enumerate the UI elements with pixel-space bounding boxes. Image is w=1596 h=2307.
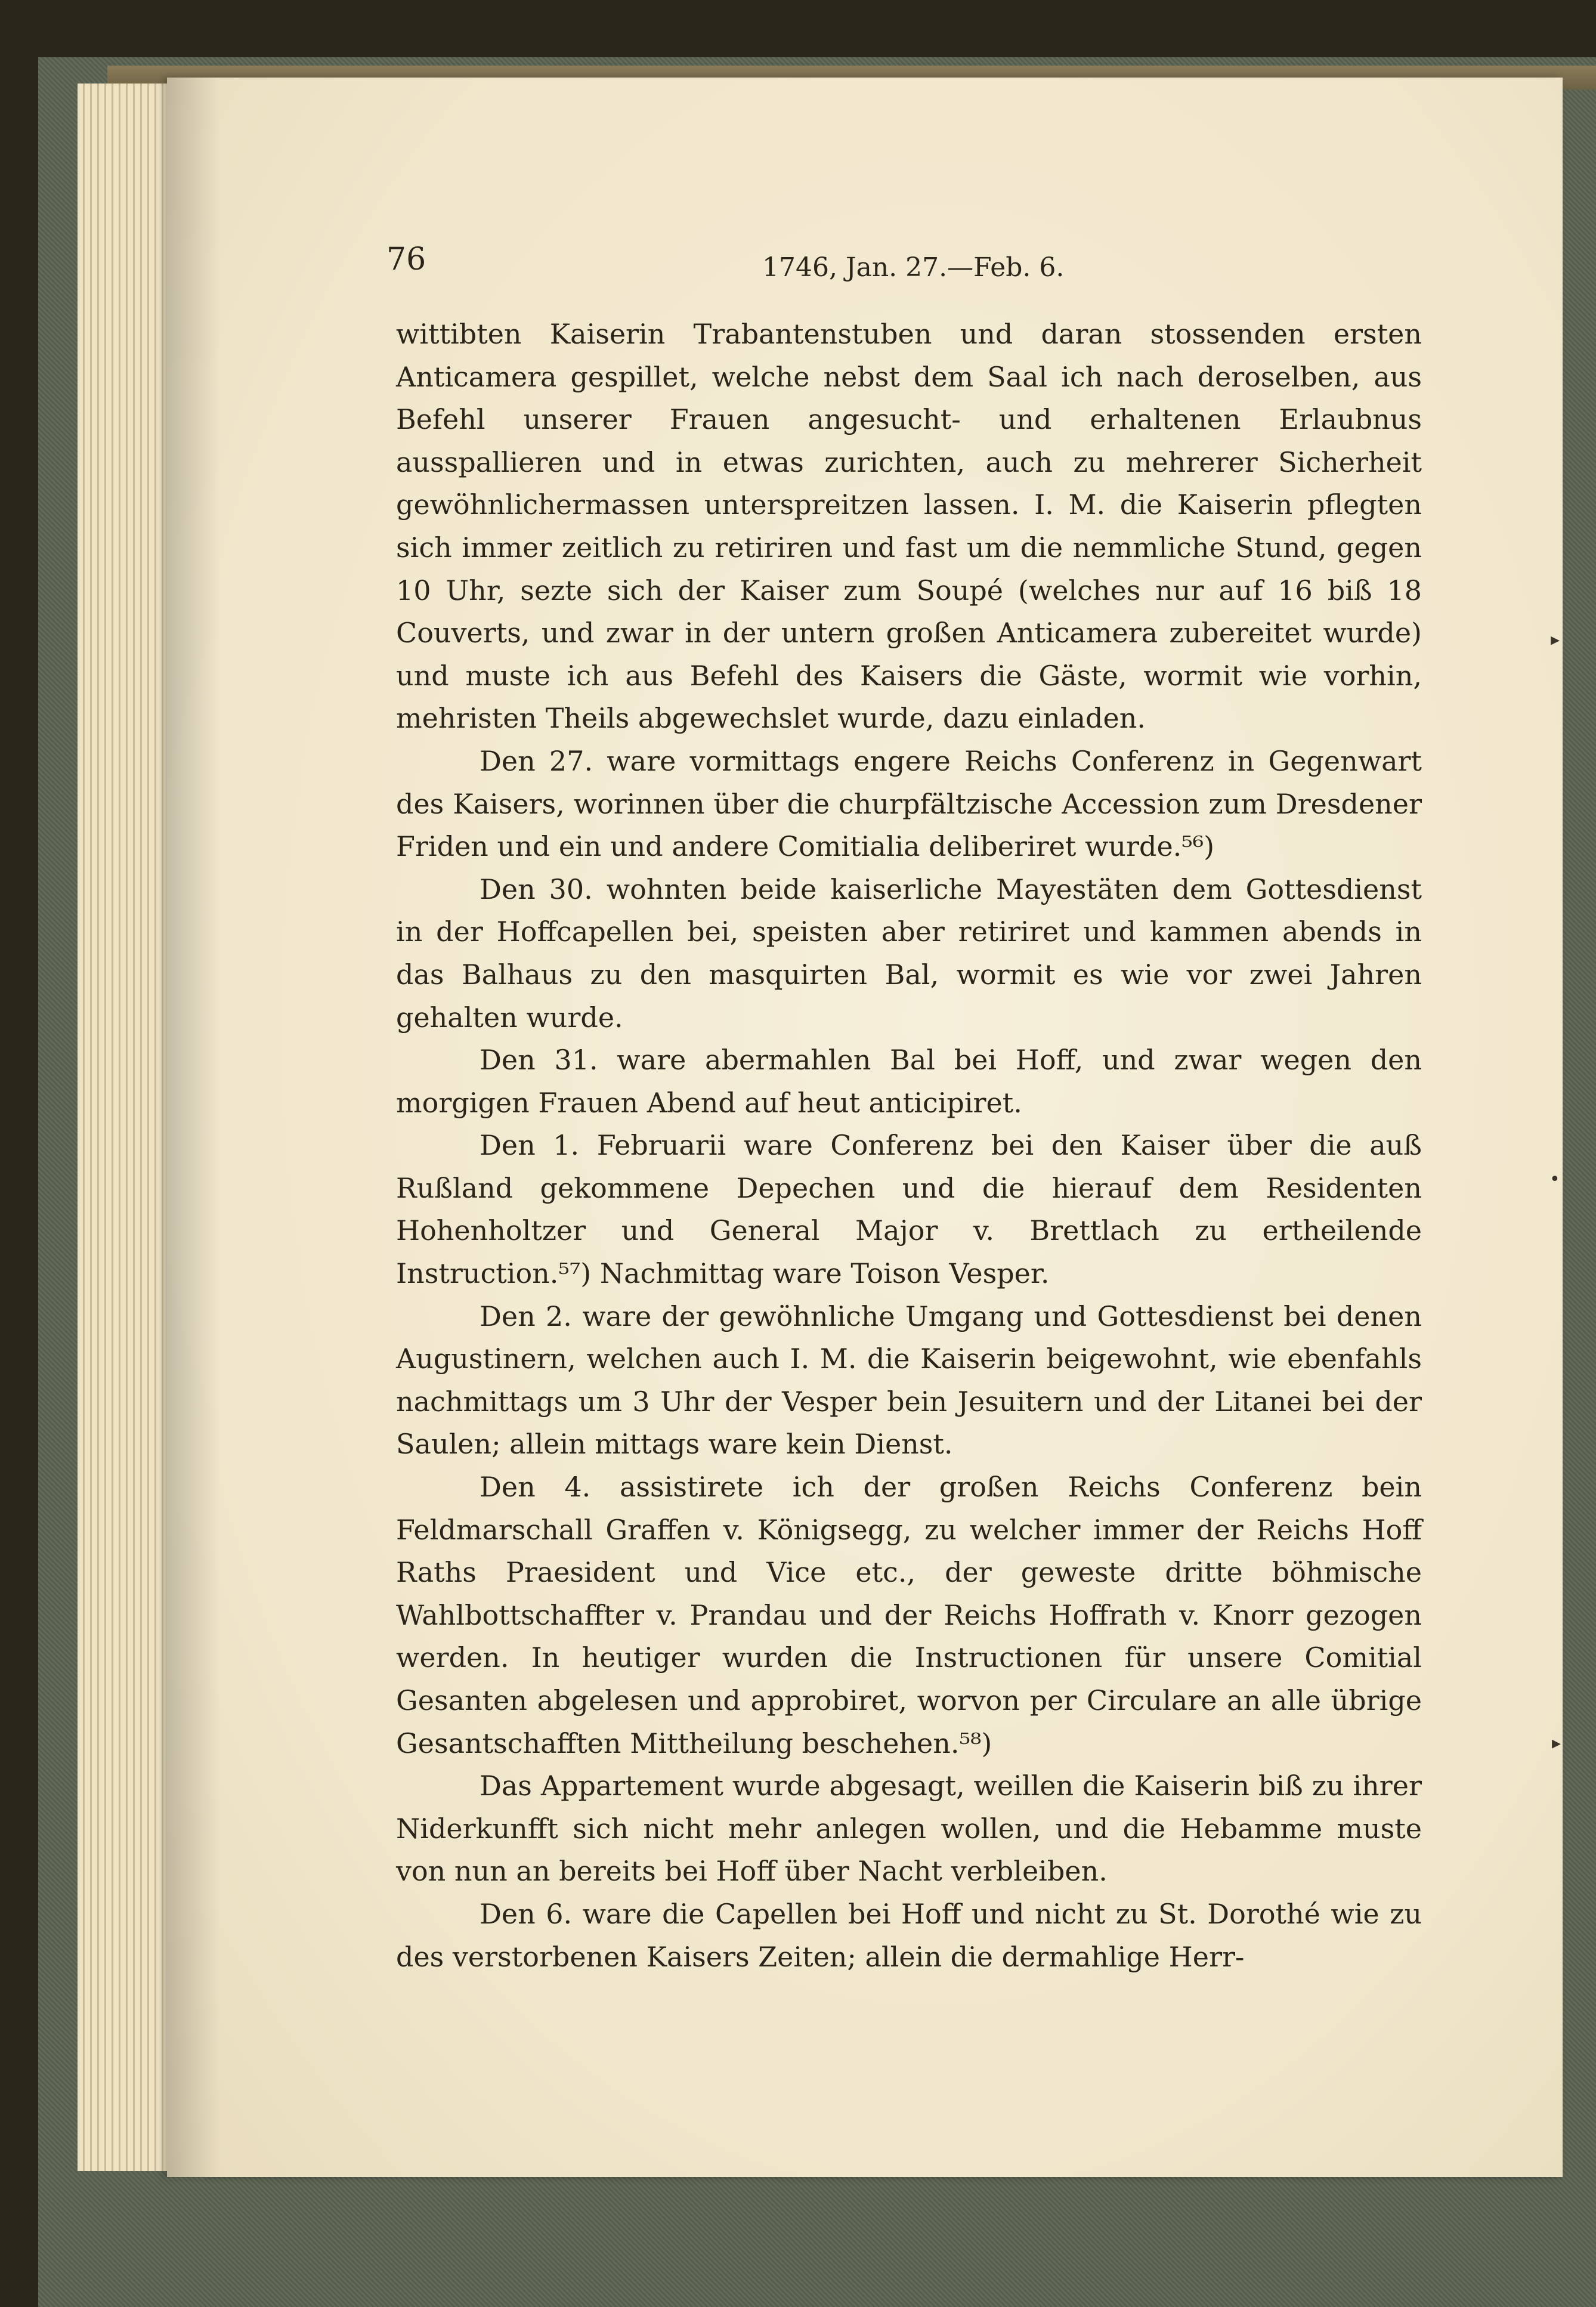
page-gutter-shadow xyxy=(167,78,221,2177)
paragraph: Den 27. ware vormittags engere Reichs Conferenz in Gegenwart des Kaisers, worinnen über die churpfältzische Accession zum Dresdener Friden und ein und andere Comitialia deliberiret wurde.⁵⁶) xyxy=(396,744,1422,863)
margin-mark-icon: ▸ xyxy=(1552,1733,1561,1754)
paragraph: Das Appartement wurde abgesagt, weillen die Kaiserin biß zu ihrer Niderkunfft sich nicht mehr anlegen wollen, und die Hebamme muste von nun an bereits bei Hoff über Nacht verbleiben. xyxy=(396,1770,1422,1888)
paragraph: Den 4. assistirete ich der großen Reichs Conferenz bein Feldmarschall Graffen v. Königsegg, zu welcher immer der Reichs Hoff Raths Praesident und Vice etc., der geweste dritte böhmische Wahlbottschaffter v. Prandau und der Reichs Hoffrath v. Knorr gezogen werden. In heutiger wurden die Instructionen für unsere Comitial Gesanten abgelesen und approbiret, worvon per Circulare an alle übrige Gesantschafften Mittheilung beschehen.⁵⁸) xyxy=(396,1471,1422,1759)
margin-mark-icon: ▸ xyxy=(1551,629,1560,650)
page-header xyxy=(386,242,1424,295)
paragraph: Den 31. ware abermahlen Bal bei Hoff, und zwar wegen den morgigen Frauen Abend auf heut anticipiret. xyxy=(396,1044,1422,1119)
paragraph: Den 6. ware die Capellen bei Hoff und nicht zu St. Dorothé wie zu des verstorbenen Kaisers Zeiten; allein die dermahlige Herr- xyxy=(396,1897,1422,1973)
page-number: 76 xyxy=(386,242,426,277)
margin-mark-icon: • xyxy=(1549,1169,1560,1190)
running-head: 1746, Jan. 27.—Feb. 6. xyxy=(762,252,1065,283)
paragraph: Den 30. wohnten beide kaiserliche Mayestäten dem Gottesdienst in der Hoffcapellen bei, speisten aber retiriret und kammen abends in das Balhaus zu den masquirten Bal, wormit es wie vor zwei Jahren gehalten wurde. xyxy=(396,873,1422,1034)
paragraph-continuation: wittibten Kaiserin Trabantenstuben und daran stossenden ersten Anticamera gespillet, welche nebst dem Saal ich nach deroselben, aus Befehl unserer Frauen angesucht- und erhaltenen Erlaubnus ausspallieren und in etwas zurichten, auch zu mehrerer Sicherheit gewöhnlichermassen unterspreitzen lassen. I. M. die Kaiserin pflegten sich immer zeitlich zu retiriren und fast um die nemmliche Stund, gegen 10 Uhr, sezte sich der Kaiser zum Soupé (welches nur auf 16 biß 18 Couverts, und zwar in der untern großen Anticamera zubereitet wurde) und muste ich aus Befehl des Kaisers die Gäste, wormit wie vorhin, mehristen Theils abgewechslet wurde, dazu einladen. xyxy=(396,318,1422,735)
paragraph: Den 1. Februarii ware Conferenz bei den Kaiser über die auß Rußland gekommene Depechen und die hierauf dem Residenten Hohenholtzer und General Major v. Brettlach zu ertheilende Instruction.⁵⁷) Nachmittag ware Toison Vesper. xyxy=(396,1129,1422,1290)
paragraph: Den 2. ware der gewöhnliche Umgang und Gottesdienst bei denen Augustinern, welchen auch I. M. die Kaiserin beigewohnt, wie ebenfahls nachmittags um 3 Uhr der Vesper bein Jesuitern und der Litanei bei der Saulen; allein mittags ware kein Dienst. xyxy=(396,1300,1422,1461)
body-text xyxy=(396,313,1422,1978)
